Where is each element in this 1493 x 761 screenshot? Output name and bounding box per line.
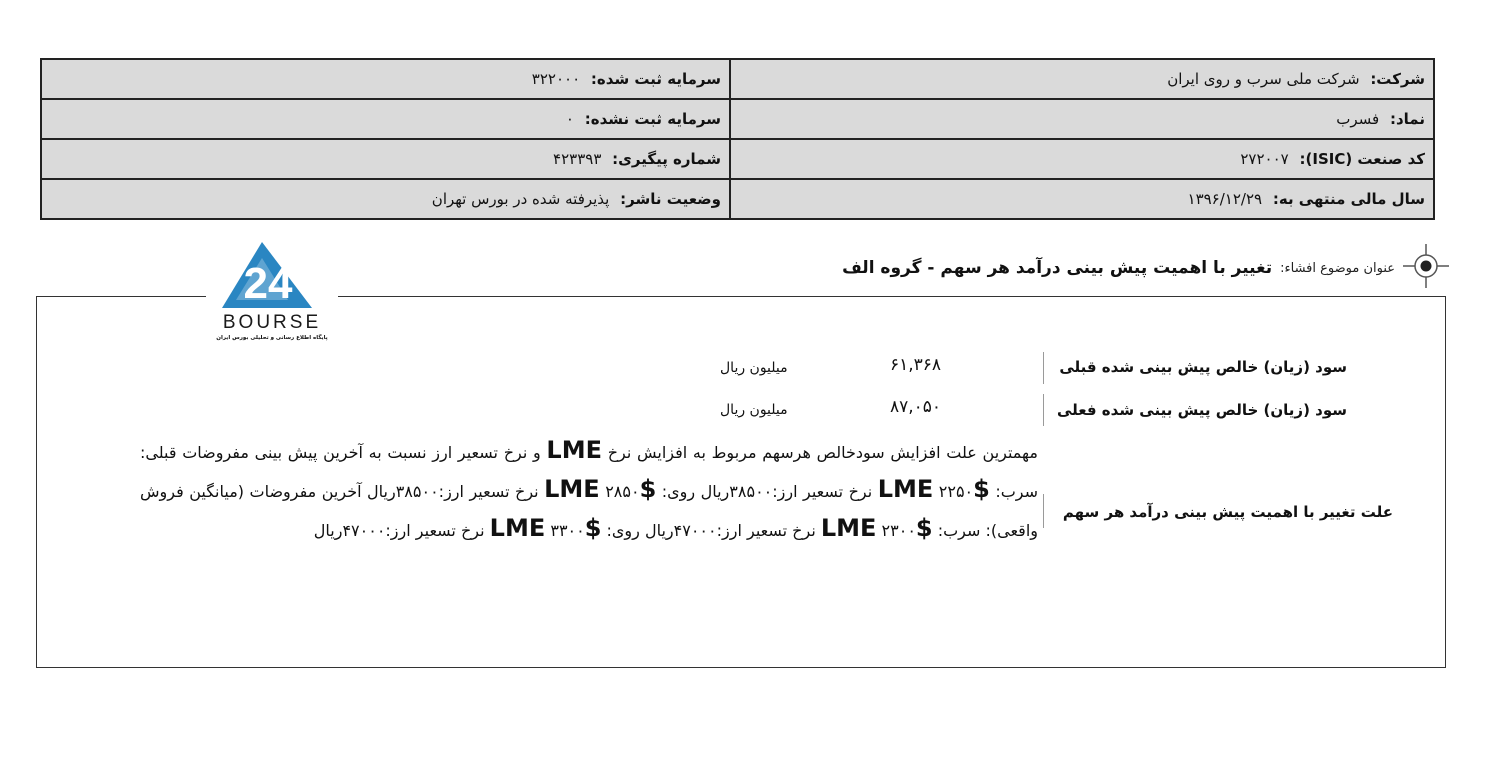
status-label: وضعیت ناشر: bbox=[620, 190, 721, 208]
fiscal-value: ۱۳۹۶/۱۲/۲۹ bbox=[1187, 190, 1263, 208]
info-row bbox=[41, 139, 1434, 179]
capital-registered-cell bbox=[41, 59, 730, 99]
info-row bbox=[41, 99, 1434, 139]
status-cell bbox=[41, 179, 730, 219]
tracking-cell bbox=[41, 139, 730, 179]
info-row bbox=[41, 59, 1434, 99]
dollar-sign: $ bbox=[973, 475, 990, 503]
logo-number: 24 bbox=[243, 259, 293, 308]
capital-unregistered-label: سرمایه ثبت نشده: bbox=[584, 110, 721, 128]
divider bbox=[1043, 494, 1044, 528]
company-label: شرکت: bbox=[1370, 70, 1425, 88]
symbol-value: فسرب bbox=[1336, 110, 1380, 128]
reason-segment: نرخ تسعیر ارز:۴۷۰۰۰ریال bbox=[313, 521, 490, 540]
prev-forecast-unit: میلیون ریال bbox=[720, 360, 788, 376]
reason-segment: نرخ تسعیر ارز:۴۷۰۰۰ریال روی: bbox=[601, 521, 821, 540]
dollar-sign: $ bbox=[584, 514, 602, 542]
curr-forecast-value: ۸۷,۰۵۰ bbox=[890, 397, 942, 417]
lme-mark: LME bbox=[489, 514, 546, 542]
subject-line bbox=[842, 246, 1449, 290]
status-value: پذیرفته شده در بورس تهران bbox=[431, 190, 610, 208]
info-row bbox=[41, 179, 1434, 219]
tracking-label: شماره پیگیری: bbox=[612, 150, 721, 168]
lme-mark: LME bbox=[820, 514, 877, 542]
reason-segment: ۳۳۰۰ bbox=[545, 521, 585, 540]
tracking-value: ۴۲۳۳۹۳ bbox=[553, 150, 602, 168]
isic-value: ۲۷۲۰۰۷ bbox=[1240, 150, 1289, 168]
prev-forecast-value: ۶۱,۳۶۸ bbox=[890, 355, 942, 375]
company-value: شرکت ملی سرب و روی ایران bbox=[1167, 70, 1360, 88]
subject-title: تغییر با اهمیت پیش بینی درآمد هر سهم - گروه الف bbox=[842, 258, 1273, 278]
dollar-sign: $ bbox=[915, 514, 933, 542]
capital-registered-value: ۳۲۲۰۰۰ bbox=[531, 70, 581, 88]
lme-mark: LME bbox=[546, 436, 602, 464]
reason-segment: مهمترین علت افزایش سودخالص هرسهم مربوط به افزایش نرخ bbox=[602, 443, 1038, 462]
subject-prefix: عنوان موضوع افشاء: bbox=[1280, 260, 1395, 276]
logo-wordmark: BOURSE bbox=[222, 312, 322, 333]
curr-forecast-label: سود (زیان) خالص پیش بینی شده فعلی bbox=[1056, 401, 1347, 419]
lme-mark: LME bbox=[544, 475, 600, 503]
reason-segment: ۲۳۰۰ bbox=[876, 521, 916, 540]
fiscal-label: سال مالی منتهی به: bbox=[1272, 190, 1425, 208]
symbol-label: نماد: bbox=[1389, 110, 1425, 128]
reason-text bbox=[140, 432, 1038, 549]
reason-label: علت تغییر با اهمیت پیش بینی درآمد هر سهم bbox=[1062, 503, 1393, 521]
curr-forecast-unit: میلیون ریال bbox=[720, 402, 788, 418]
isic-cell bbox=[730, 139, 1434, 179]
divider bbox=[1043, 394, 1044, 426]
isic-label: کد صنعت (ISIC): bbox=[1299, 150, 1425, 168]
dollar-sign: $ bbox=[639, 475, 657, 503]
target-icon bbox=[1403, 244, 1449, 292]
reason-segment: ۲۸۵۰ bbox=[599, 482, 640, 501]
logo-subtext: پایگاه اطلاع رسانی و تحلیلی بورس ایران bbox=[216, 335, 328, 341]
company-cell bbox=[730, 59, 1434, 99]
capital-unregistered-value: ۰ bbox=[565, 110, 574, 128]
reason-segment: ۲۲۵۰ bbox=[933, 482, 974, 501]
symbol-cell bbox=[730, 99, 1434, 139]
bourse24-logo bbox=[206, 222, 338, 344]
reason-segment: نرخ تسعیر ارز:۳۸۵۰۰ریال روی: bbox=[656, 482, 878, 501]
divider bbox=[1043, 352, 1044, 384]
lme-mark: LME bbox=[877, 475, 934, 503]
fiscal-cell bbox=[730, 179, 1434, 219]
prev-forecast-label: سود (زیان) خالص پیش بینی شده قبلی bbox=[1059, 358, 1347, 376]
reason-segment: نرخ تسعیر ارز:۳۸۵۰۰ریال آخرین مفروضات (میانگین فروش واقعی): سرب: bbox=[140, 482, 1038, 540]
reason-segment: و نرخ تسعیر ارز نسبت به آخرین پیش بینی مفروضات قبلی: سرب: bbox=[140, 443, 1039, 501]
capital-registered-label: سرمایه ثبت شده: bbox=[590, 70, 721, 88]
company-info-table bbox=[40, 58, 1435, 220]
capital-unregistered-cell bbox=[41, 99, 730, 139]
